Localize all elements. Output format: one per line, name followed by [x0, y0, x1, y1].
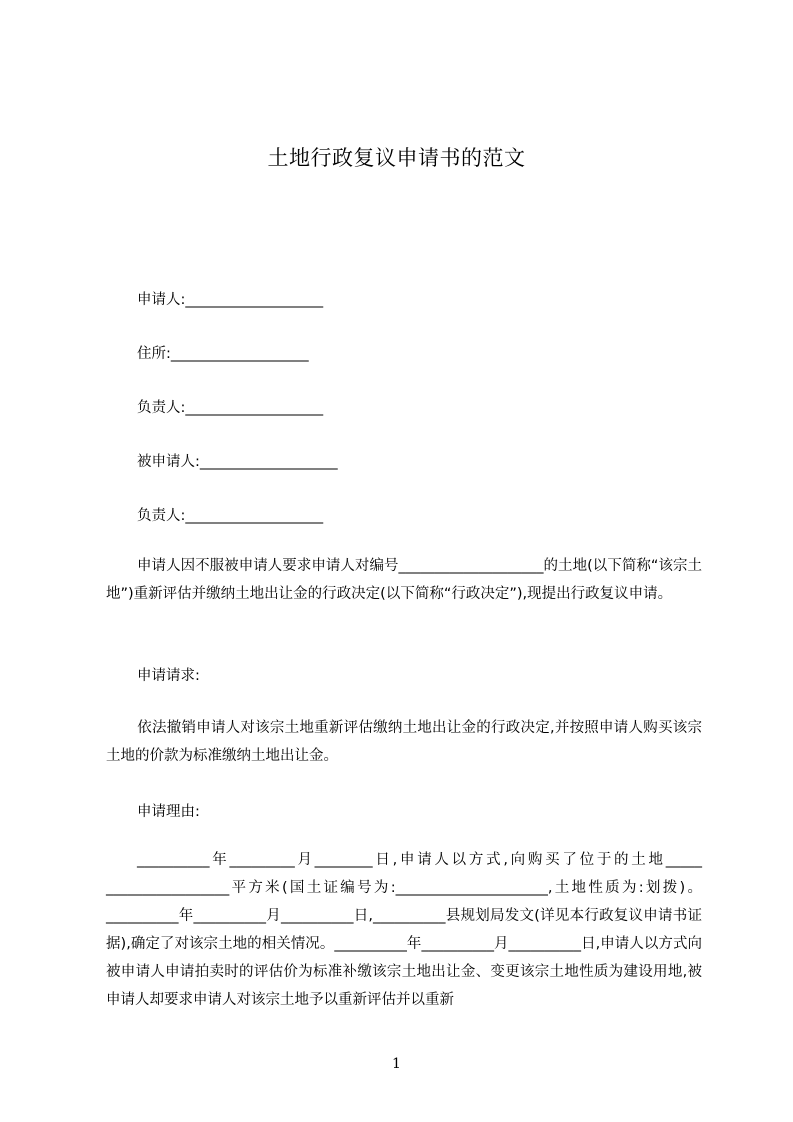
request-text: 依法撤销申请人对该宗土地重新评估缴纳土地出让金的行政决定,并按照申请人购买该宗土地的价款为标准缴纳土地出让金。 [106, 720, 702, 764]
respondent-responsible-person-field: 负责人:___________________ [137, 508, 324, 524]
reason-text: __________年_________月________日,申请人以方式,向购买了位于的土地_____ _________________平方米(国土证编号为:_____________________,土地性质为:划拨)。__________年__________月__________日,__________县规划局发文(详见本行政复议申请书证据),确定了对该宗土地的相关情况。__________年__________月__________日,申请人以方式向被申请人申请拍卖时的评估价为标准补缴该宗土地出让金、变更该宗土地性质为建设用地,被申请人却要求申请人对该宗土地予以重新评估并以重新 [106, 852, 702, 1008]
reason-heading: 申请理由: [137, 804, 200, 820]
responsible-person-field: 负责人:___________________ [137, 400, 324, 416]
intro-text: 申请人因不服被申请人要求申请人对编号____________________的土地(以下简称“该宗土地”)重新评估并缴纳土地出让金的行政决定(以下简称“行政决定”),现提出行政复议申请。 [106, 558, 702, 602]
request-heading: 申请请求: [137, 668, 200, 684]
page-number: 1 [392, 1056, 401, 1072]
intro-paragraph [106, 552, 702, 608]
applicant-field: 申请人:___________________ [137, 292, 324, 308]
reason-paragraph [106, 846, 702, 1014]
address-field: 住所:___________________ [137, 346, 309, 362]
request-paragraph [106, 714, 702, 770]
respondent-field: 被申请人:___________________ [137, 454, 338, 470]
document-title: 土地行政复议申请书的范文 [267, 146, 526, 170]
